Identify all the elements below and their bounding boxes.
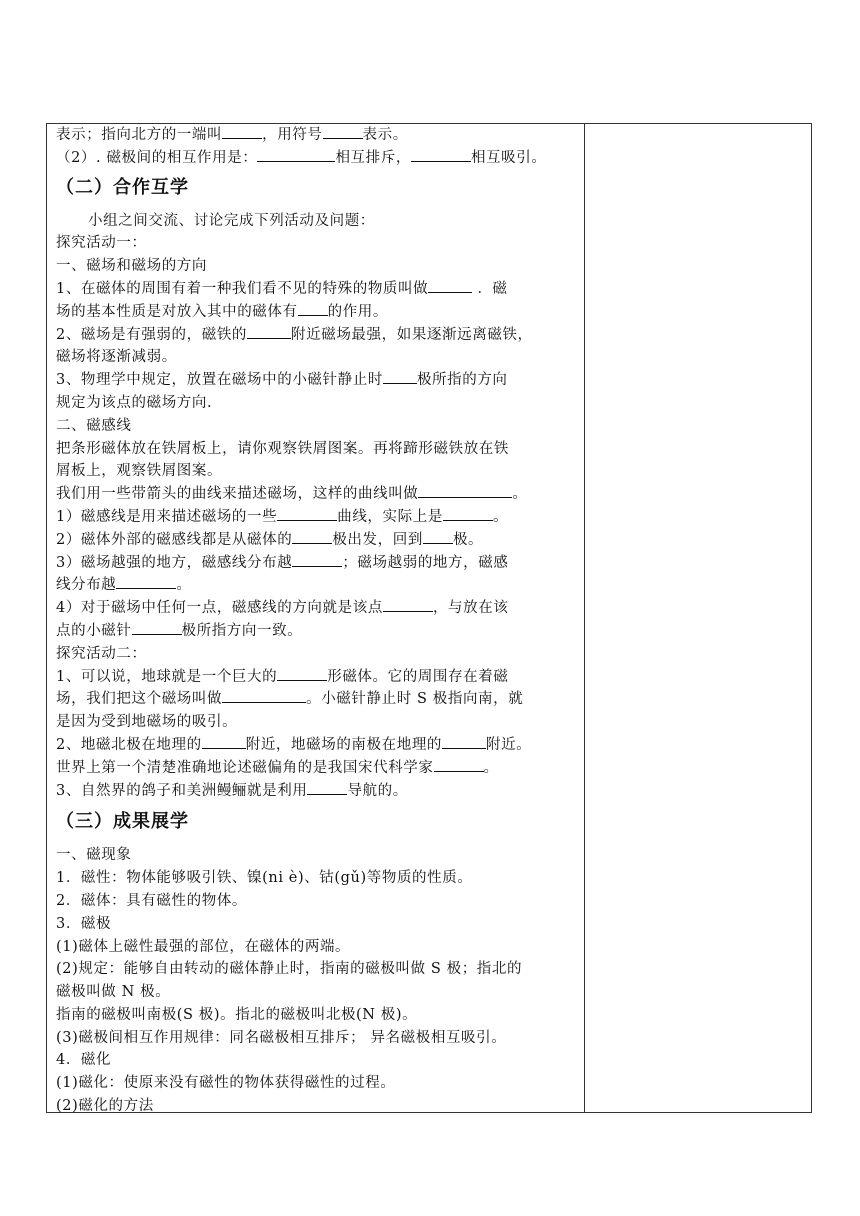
text-line: (2)规定：能够自由转动的磁体静止时，指南的磁极叫做 S 极；指北的 <box>56 961 523 978</box>
text-line: 世界上第一个清楚准确地论述磁偏角的是我国宋代科学家 。 <box>56 757 578 780</box>
text-line: 2）磁体外部的磁感线都是从磁体的 极出发，回到 极。 <box>56 529 578 552</box>
text-line: 1．磁性：物体能够吸引铁、镍(ni è)、钴(gǔ)等物质的性质。 <box>56 870 473 887</box>
text-line: 3．磁极 <box>56 915 112 932</box>
text-line: 3）磁场越强的地方，磁感线分布越 ；磁场越弱的地方，磁感 <box>56 552 578 575</box>
fill-blank[interactable] <box>428 278 472 293</box>
text-line: 指南的磁极叫南极(S 极)。指北的磁极叫北极(N 极)。 <box>56 1006 418 1023</box>
subheading: 一、磁现象 <box>56 847 132 864</box>
fill-blank[interactable] <box>132 620 182 635</box>
fill-blank[interactable] <box>442 734 486 749</box>
text-line: 3、自然界的鸽子和美洲鳗鲡就是利用 导航的。 <box>56 780 578 803</box>
text-line: 4．磁化 <box>56 1052 112 1069</box>
intro-line: 小组之间交流、讨论完成下列活动及问题： <box>88 212 375 229</box>
text-line: 磁场将逐渐减弱。 <box>56 349 177 366</box>
fill-blank[interactable] <box>247 324 291 339</box>
text-line: 场，我们把这个磁场叫做 。小磁针静止时 S 极指向南，就 <box>56 688 578 711</box>
text-line: 我们用一些带箭头的曲线来描述磁场，这样的曲线叫做 。 <box>56 483 578 506</box>
text-line: 屑板上，观察铁屑图案。 <box>56 463 223 480</box>
text-line: 是因为受到地磁场的吸引。 <box>56 714 238 731</box>
text-line: 4）对于磁场中任何一点，磁感线的方向就是该点 ，与放在该 <box>56 597 578 620</box>
text-line: 点的小磁针 极所指方向一致。 <box>56 620 578 643</box>
fill-blank[interactable] <box>202 734 246 749</box>
fill-blank[interactable] <box>423 529 453 544</box>
text-line: 3、物理学中规定，放置在磁场中的小磁针静止时 极所指的方向 <box>56 369 578 392</box>
subheading: 二、磁感线 <box>56 417 132 434</box>
fill-blank[interactable] <box>292 529 332 544</box>
text-line: 2．磁体：具有磁性的物体。 <box>56 892 248 909</box>
text-line: 表示；指向北方的一端叫 ，用符号 表示。 <box>56 124 578 147</box>
fill-blank[interactable] <box>222 124 262 139</box>
text-line: (1)磁体上磁性最强的部位，在磁体的两端。 <box>56 938 351 955</box>
fill-blank[interactable] <box>257 147 335 162</box>
fill-blank[interactable] <box>277 666 327 681</box>
fill-blank[interactable] <box>298 301 328 316</box>
text-line: (1)磁化：使原来没有磁性的物体获得磁性的过程。 <box>56 1075 396 1092</box>
fill-blank[interactable] <box>434 757 484 772</box>
activity-label: 探究活动一： <box>56 235 147 252</box>
text-line: (3)磁极间相互作用规律：同名磁极相互排斥； 异名磁极相互吸引。 <box>56 1029 507 1046</box>
subheading: 一、磁场和磁场的方向 <box>56 258 207 275</box>
text-line: 2、地磁北极在地理的 附近，地磁场的南极在地理的 附近。 <box>56 734 578 757</box>
fill-blank[interactable] <box>383 597 433 612</box>
text-line: 线分布越 。 <box>56 574 578 597</box>
text-line: （2）. 磁极间的相互作用是： 相互排斥， 相互吸引。 <box>56 147 578 170</box>
text-line: 1、可以说，地球就是一个巨大的 形磁体。它的周围存在着磁 <box>56 666 578 689</box>
fill-blank[interactable] <box>222 688 306 703</box>
activity-label: 探究活动二： <box>56 645 147 662</box>
fill-blank[interactable] <box>277 506 337 521</box>
text-line: 2、磁场是有强弱的，磁铁的 附近磁场最强，如果逐渐远离磁铁， <box>56 324 578 347</box>
fill-blank[interactable] <box>323 124 363 139</box>
section-heading: （三）成果展学 <box>56 811 189 833</box>
fill-blank[interactable] <box>418 483 512 498</box>
fill-blank[interactable] <box>411 147 471 162</box>
left-column <box>56 124 578 1118</box>
section-heading: （二）合作互学 <box>56 176 189 198</box>
fill-blank[interactable] <box>292 552 342 567</box>
fill-blank[interactable] <box>383 369 417 384</box>
text-line: (2)磁化的方法 <box>56 1098 154 1115</box>
text-line: 磁极叫做 N 极。 <box>56 984 171 1001</box>
text-line: 1）磁感线是用来描述磁场的一些 曲线，实际上是 。 <box>56 506 578 529</box>
text-line: 1、在磁体的周围有着一种我们看不见的特殊的物质叫做 ．磁 <box>56 278 578 301</box>
text-line: 把条形磁体放在铁屑板上，请你观察铁屑图案。再将蹄形磁铁放在铁 <box>56 440 509 457</box>
column-divider <box>584 123 585 1113</box>
fill-blank[interactable] <box>443 506 493 521</box>
fill-blank[interactable] <box>116 574 176 589</box>
fill-blank[interactable] <box>307 780 347 795</box>
text-line: 场的基本性质是对放入其中的磁体有 的作用。 <box>56 301 578 324</box>
text-line: 规定为该点的磁场方向. <box>56 394 213 411</box>
